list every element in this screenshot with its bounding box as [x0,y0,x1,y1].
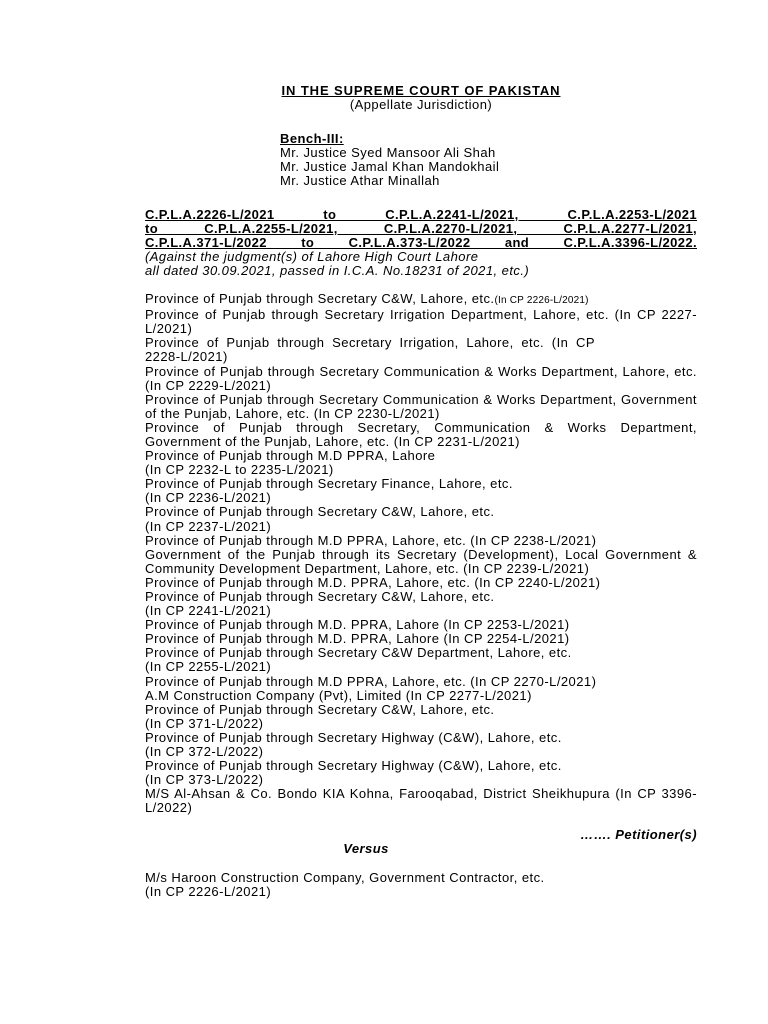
case-line: to C.P.L.A.2255-L/2021, C.P.L.A.2270-L/2021, C.P.L.A.2277-L/2021, [145,220,697,236]
petitioner-entry: Province of Punjab through Secretary Irrigation Department, Lahore, etc. (In CP 2227-L/2021) [145,307,697,337]
petitioners-list [145,292,697,815]
jurisdiction: (Appellate Jurisdiction) [349,97,493,113]
petitioner-entry: Province of Punjab through Secretary C&W, Lahore, etc. [145,589,495,604]
petitioner-entry: Province of Punjab through Secretary Highway (C&W), Lahore, etc. [145,729,562,745]
judge: Mr. Justice Syed Mansoor Ali Shah [280,145,496,161]
court-title: IN THE SUPREME COURT OF PAKISTAN [281,83,561,98]
petitioner-entry: (In CP 371-L/2022) [145,715,264,731]
petitioner-entry: Province of Punjab through Secretary Communication & Works Department, Government of the Punjab, Lahore, etc. (In CP 2230-L/2021) [145,391,697,421]
case-line: C.P.L.A.2226-L/2021 to C.P.L.A.2241-L/2021, C.P.L.A.2253-L/2021 [145,206,697,222]
petitioner-entry: Province of Punjab through Secretary Highway (C&W), Lahore, etc. [145,758,562,774]
petitioner-entry: Province of Punjab through Secretary C&W, Lahore, etc. [145,701,495,717]
document-page [145,84,697,899]
respondent-entry: M/s Haroon Construction Company, Government Contractor, etc. [145,869,545,885]
petitioner-entry: Province of Punjab through M.D PPRA, Lahore, etc. (In CP 2270-L/2021) [145,673,597,689]
respondents-list [145,871,697,899]
petitioner-entry: (In CP 2236-L/2021) [145,490,272,506]
petitioner-entry: Province of Punjab through M.D PPRA, Lahore [145,448,436,464]
against-note: all dated 30.09.2021, passed in I.C.A. No.18231 of 2021, etc.) [145,262,530,278]
against-note: (Against the judgment(s) of Lahore High Court Lahore [145,248,479,264]
versus-label: Versus [343,840,389,856]
petitioner-entry: Province of Punjab through Secretary C&W, Lahore, etc.(In CP 2226-L/2021) [145,291,589,307]
petitioner-entry: (In CP 2232-L to 2235-L/2021) [145,462,334,478]
petitioner-entry: Province of Punjab through Secretary C&W, Lahore, etc. [145,504,495,520]
petitioner-entry: Province of Punjab through M.D PPRA, Lahore, etc. (In CP 2238-L/2021) [145,532,597,548]
petitioner-entry: Province of Punjab through Secretary, Communication & Works Department, Government of the Punjab, Lahore, etc. (In CP 2231-L/2021) [145,419,697,449]
petitioner-entry: (In CP 2237-L/2021) [145,518,272,534]
bench-title: Bench-III: [280,131,344,147]
petitioner-entry: (In CP 2255-L/2021) [145,659,272,675]
petitioner-entry: (In CP 372-L/2022) [145,744,264,760]
petitioner-entry: Government of the Punjab through its Secretary (Development), Local Government & Community Development Department, Lahore, etc. (In CP 2239-L/2021) [145,546,697,576]
petitioner-entry: Province of Punjab through M.D. PPRA, Lahore, etc. (In CP 2240-L/2021) [145,574,601,590]
petitioner-label: ……. Petitioner(s) [580,826,697,842]
petitioner-entry: M/S Al-Ahsan & Co. Bondo KIA Kohna, Farooqabad, District Sheikhupura (In CP 3396-L/2022) [145,786,697,816]
petitioner-entry: (In CP 2241-L/2021) [145,603,272,619]
petitioner-entry: A.M Construction Company (Pvt), Limited (In CP 2277-L/2021) [145,687,532,703]
petitioner-entry: Province of Punjab through M.D. PPRA, Lahore (In CP 2253-L/2021) [145,617,570,633]
case-numbers [145,208,697,278]
bench [145,132,697,188]
respondent-entry: (In CP 2226-L/2021) [145,883,272,899]
judge: Mr. Justice Athar Minallah [280,173,440,189]
case-line: C.P.L.A.371-L/2022 to C.P.L.A.373-L/2022 and C.P.L.A.3396-L/2022. [145,234,697,250]
petitioner-entry: Province of Punjab through Secretary Irrigation, Lahore, etc. (In CP 2228-L/2021) [145,335,595,365]
judge: Mr. Justice Jamal Khan Mandokhail [280,159,500,175]
petitioner-entry: Province of Punjab through Secretary Communication & Works Department, Lahore, etc. (In CP 2229-L/2021) [145,363,697,393]
petitioner-entry: Province of Punjab through Secretary Finance, Lahore, etc. [145,476,513,492]
petitioner-entry: Province of Punjab through Secretary C&W Department, Lahore, etc. [145,645,572,661]
petitioner-entry: Province of Punjab through M.D. PPRA, Lahore (In CP 2254-L/2021) [145,631,570,647]
petitioner-entry: (In CP 373-L/2022) [145,772,264,788]
